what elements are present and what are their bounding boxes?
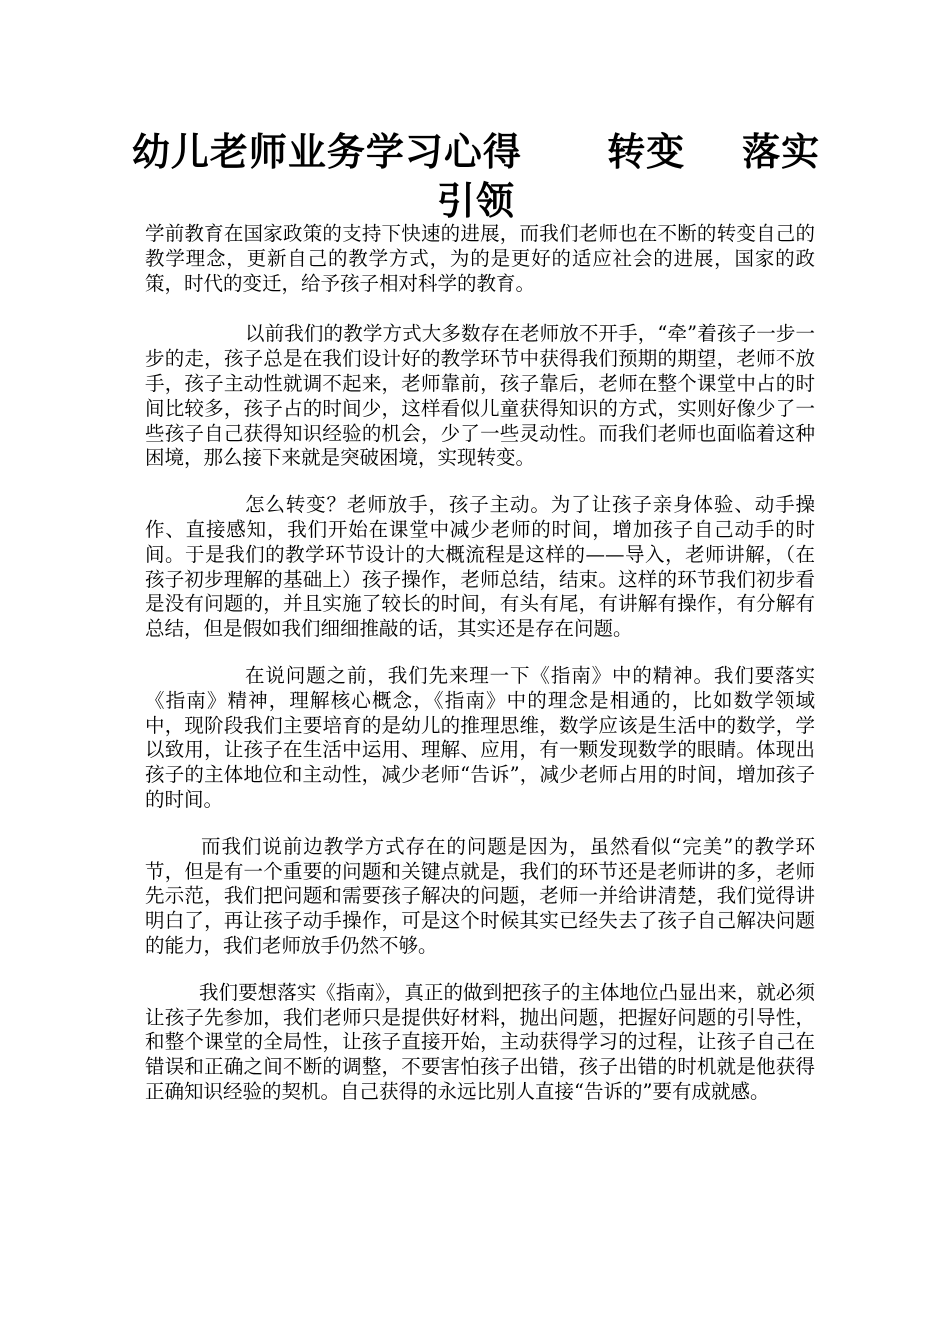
paragraph-5: 而我们说前边教学方式存在的问题是因为，虽然看似“完美”的教学环节，但是有一个重要的问题和关键点就是，我们的环节还是老师讲的多，老师先示范，我们把问题和需要孩子解决的问题，老师一并给讲清楚，我们觉得讲明白了，再让孩子动手操作，可是这个时候其实已经失去了孩子自己解决问题的能力，我们老师放手仍然不够。 bbox=[145, 834, 815, 957]
paragraph-2: 以前我们的教学方式大多数存在老师放不开手，“牵”着孩子一步一步的走，孩子总是在我们设计好的教学环节中获得我们预期的期望，老师不放手，孩子主动性就调不起来，老师靠前，孩子靠后，老师在整个课堂中占的时间比较多，孩子占的时间少，这样看似儿童获得知识的方式，实则好像少了一些孩子自己获得知识经验的机会，少了一些灵动性。而我们老师也面临着这种困境，那么接下来就是突破困境，实现转变。 bbox=[145, 322, 815, 470]
paragraph-1: 学前教育在国家政策的支持下快速的进展，而我们老师也在不断的转变自己的教学理念，更新自己的教学方式，为的是更好的适应社会的进展，国家的政策，时代的变迁，给予孩子相对科学的教育。 bbox=[145, 222, 815, 295]
document-title: 幼儿老师业务学习心得 转变 落实引领 bbox=[131, 130, 821, 223]
paragraph-6: 我们要想落实《指南》，真正的做到把孩子的主体地位凸显出来，就必须让孩子先参加，我们老师只是提供好材料，抛出问题，把握好问题的引导性，和整个课堂的全局性，让孩子直接开始，主动获得学习的过程，让孩子自己在错误和正确之间不断的调整，不要害怕孩子出错，孩子出错的时机就是他获得正确知识经验的契机。自己获得的永远比别人直接“告诉的”要有成就感。 bbox=[145, 980, 815, 1103]
document-body bbox=[145, 222, 815, 1127]
paragraph-3: 怎么转变？老师放手，孩子主动。为了让孩子亲身体验、动手操作、直接感知，我们开始在课堂中减少老师的时间，增加孩子自己动手的时间。于是我们的教学环节设计的大概流程是这样的——导入，老师讲解，（在孩子初步理解的基础上）孩子操作，老师总结，结束。这样的环节我们初步看是没有问题的，并且实施了较长的时间，有头有尾，有讲解有操作，有分解有总结，但是假如我们细细推敲的话，其实还是存在问题。 bbox=[145, 493, 815, 641]
paragraph-4: 在说问题之前，我们先来理一下《指南》中的精神。我们要落实《指南》精神，理解核心概念，《指南》中的理念是相通的，比如数学领域中，现阶段我们主要培育的是幼儿的推理思维，数学应该是生活中的数学，学以致用，让孩子在生活中运用、理解、应用，有一颗发现数学的眼睛。体现出孩子的主体地位和主动性，减少老师“告诉”，减少老师占用的时间，增加孩子的时间。 bbox=[145, 663, 815, 811]
